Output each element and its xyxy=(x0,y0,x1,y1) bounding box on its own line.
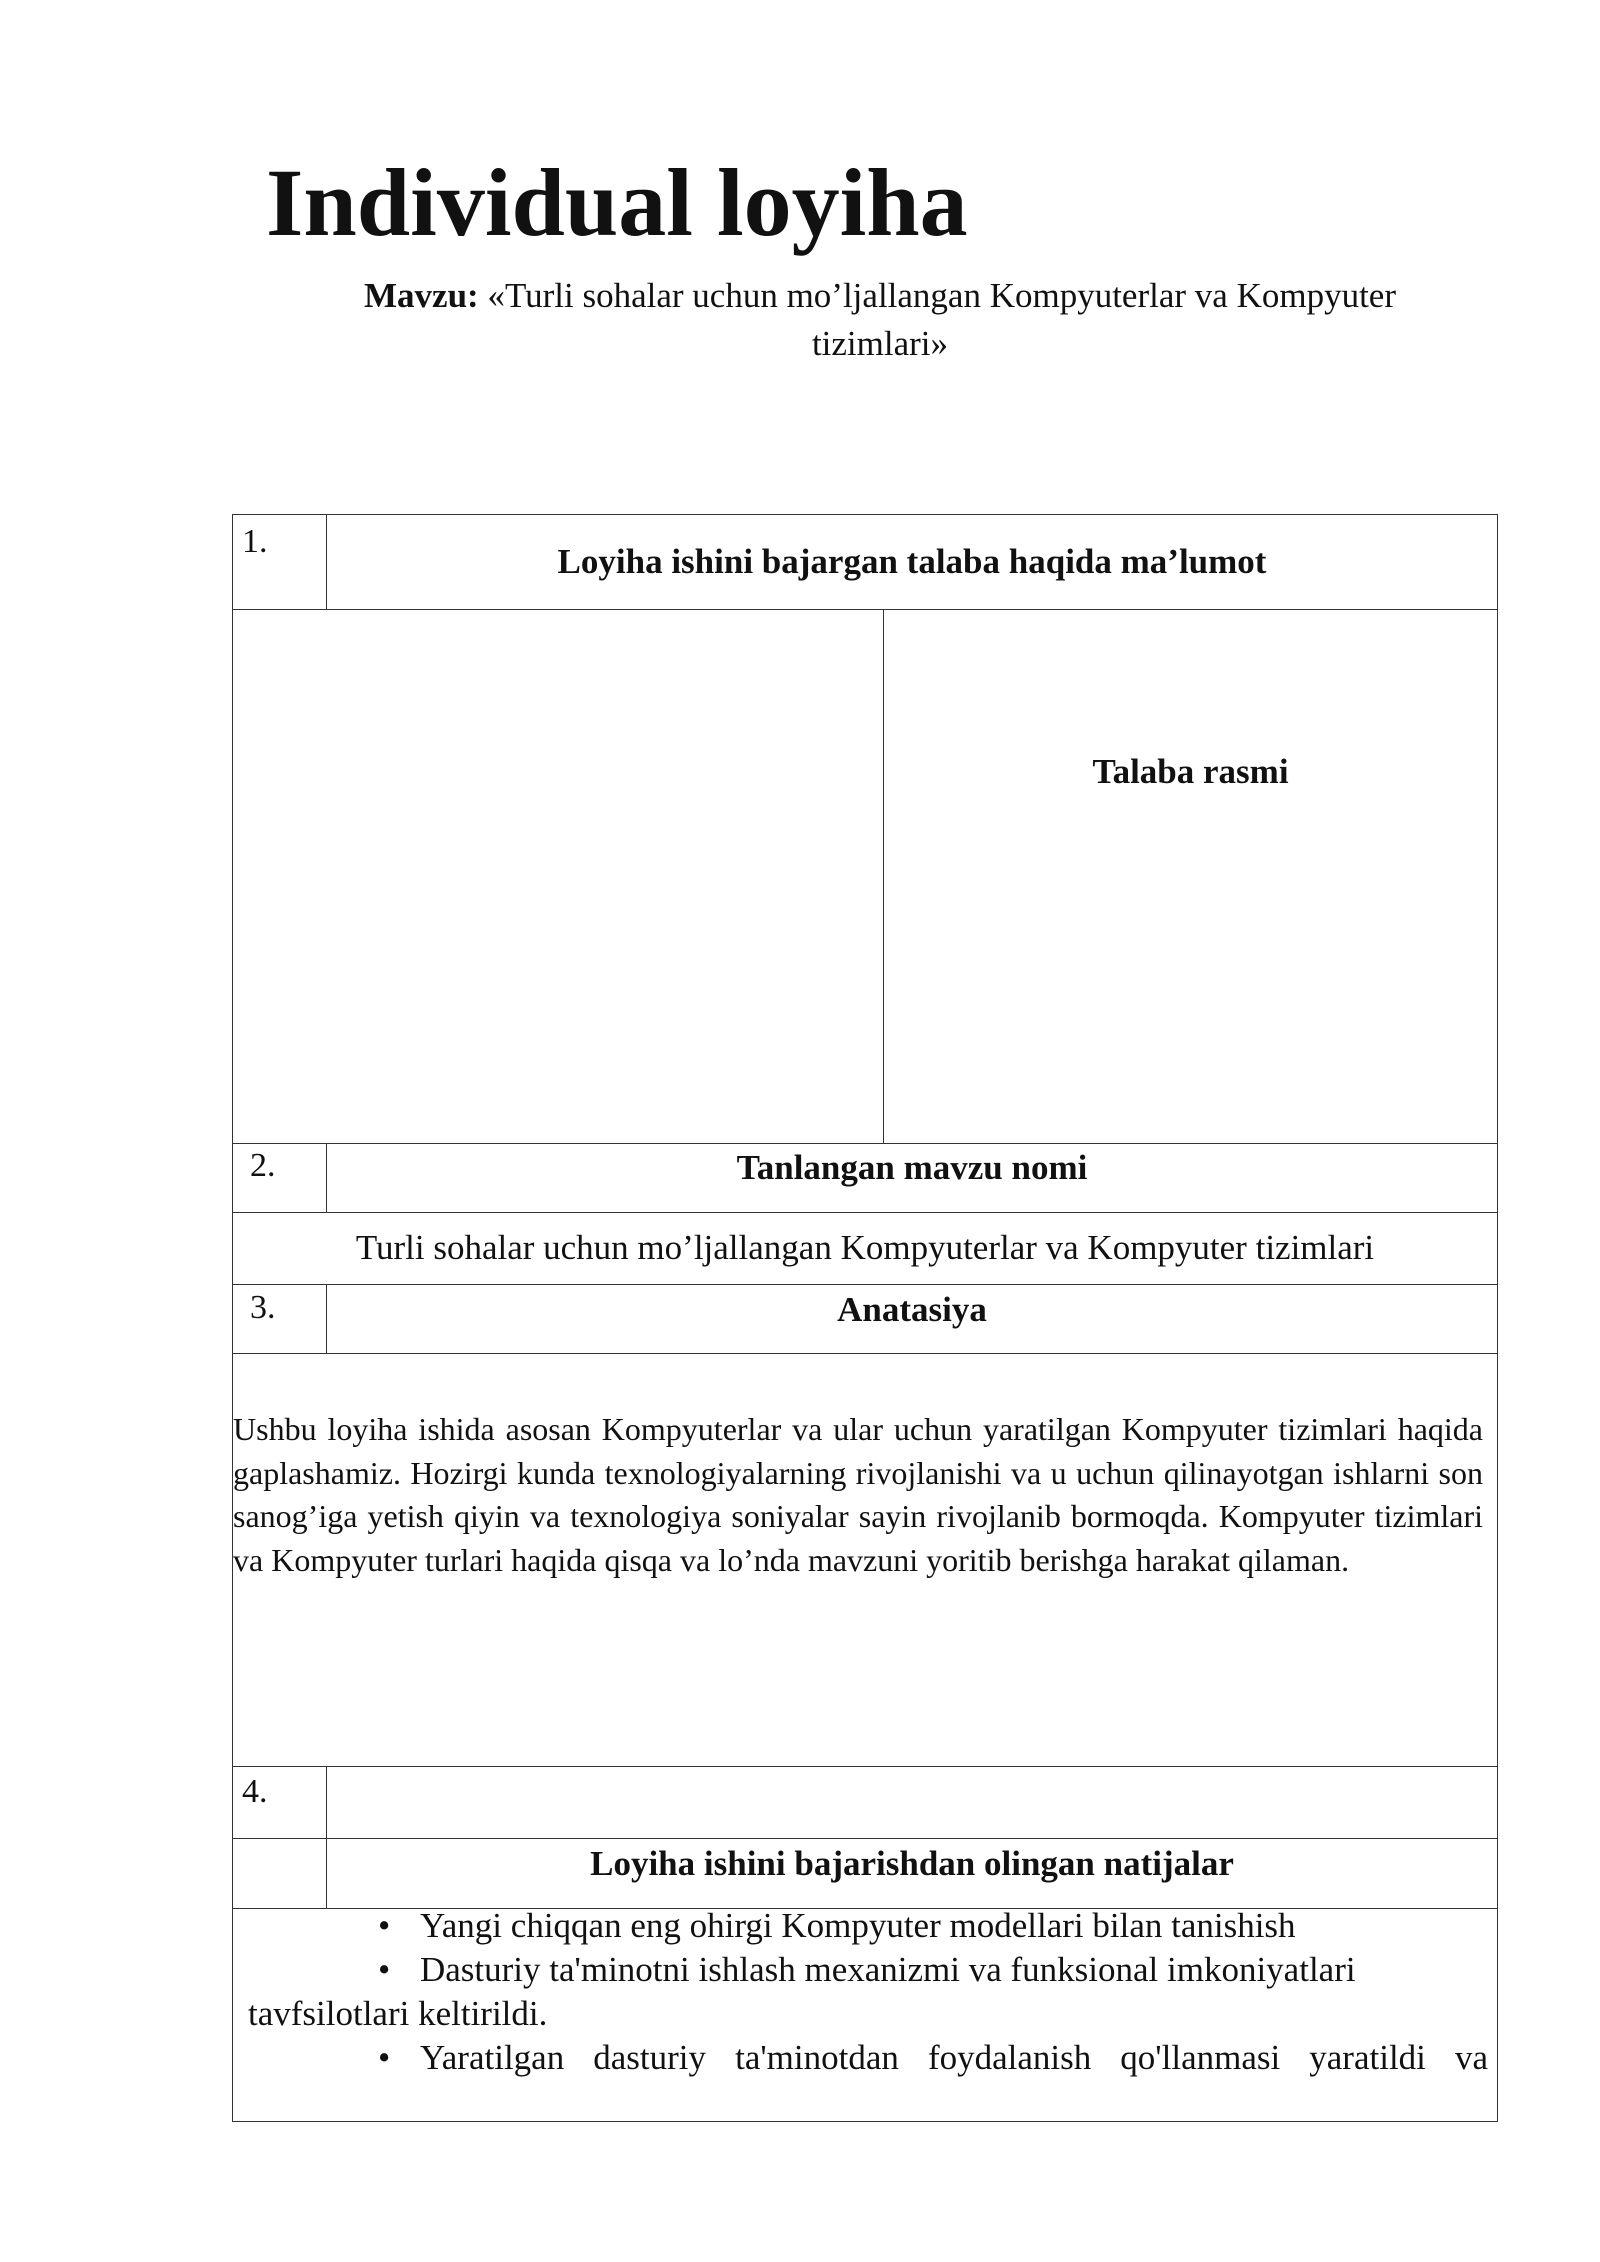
section-4-number: 4. xyxy=(242,1773,268,1810)
topic-text-1: «Turli sohalar uchun mo’ljallangan Kompyuterlar va Kompyuter xyxy=(487,276,1396,315)
section-2-heading: Tanlangan mavzu nomi xyxy=(736,1148,1088,1187)
bullet-icon: • xyxy=(378,1906,391,1945)
section-3-number: 3. xyxy=(250,1289,276,1326)
student-photo-label: Talaba rasmi xyxy=(1092,752,1289,791)
list-item xyxy=(232,2036,1488,2080)
topic-line-1 xyxy=(300,272,1460,320)
bullet-icon: • xyxy=(378,1950,391,1989)
section-4-number-row xyxy=(232,1766,1498,1839)
section-4-divider-top xyxy=(326,1766,327,1839)
annotation-paragraph: Ushbu loyiha ishida asosan Kompyuterlar va ular uchun yaratilgan Kompyuter tizimlari haqida gaplashamiz. Hozirgi kunda texnologiyalarning rivojlanishi va u uchun qilinayotgan ishlarni son sanog’iga yetish qiyin va texnologiya soniyalar sayin rivojlanib bormoqda. Kompyuter tizimlari va Kompyuter turlari haqida qisqa va lo’nda mavzuni yoritib berishga harakat qilaman. xyxy=(233,1411,1483,1578)
list-item-continuation: tavfsilotlari keltirildi. xyxy=(248,1994,548,2033)
section-4-heading: Loyiha ishini bajarishdan olingan natijalar xyxy=(590,1844,1234,1883)
list-item-text: Dasturiy ta'minotni ishlash mexanizmi va funksional imkoniyatlari xyxy=(420,1950,1356,1989)
list-item xyxy=(232,1904,1488,1948)
topic-text-2: tizimlari» xyxy=(811,324,949,363)
list-item-text: Yaratilgan dasturiy ta'minotdan foydalanish qo'llanmasi yaratildi va xyxy=(420,2038,1488,2077)
topic-block xyxy=(300,272,1460,368)
topic-name-value: Turli sohalar uchun mo’ljallangan Kompyuterlar va Kompyuter tizimlari xyxy=(355,1228,1375,1267)
document-title: Individual loyiha xyxy=(266,149,968,256)
student-photo-divider xyxy=(883,609,884,1144)
section-1-number: 1. xyxy=(242,523,268,560)
topic-label: Mavzu: xyxy=(364,276,479,315)
section-2-number: 2. xyxy=(250,1147,276,1184)
section-3-heading: Anatasiya xyxy=(837,1290,987,1329)
section-1-heading: Loyiha ishini bajargan talaba haqida ma’lumot xyxy=(557,542,1267,581)
list-item xyxy=(232,1948,1488,1992)
results-list xyxy=(232,1904,1488,2080)
list-item-text: Yangi chiqqan eng ohirgi Kompyuter modellari bilan tanishish xyxy=(420,1906,1296,1945)
bullet-icon: • xyxy=(378,2038,391,2077)
student-info-row xyxy=(232,609,1498,1144)
